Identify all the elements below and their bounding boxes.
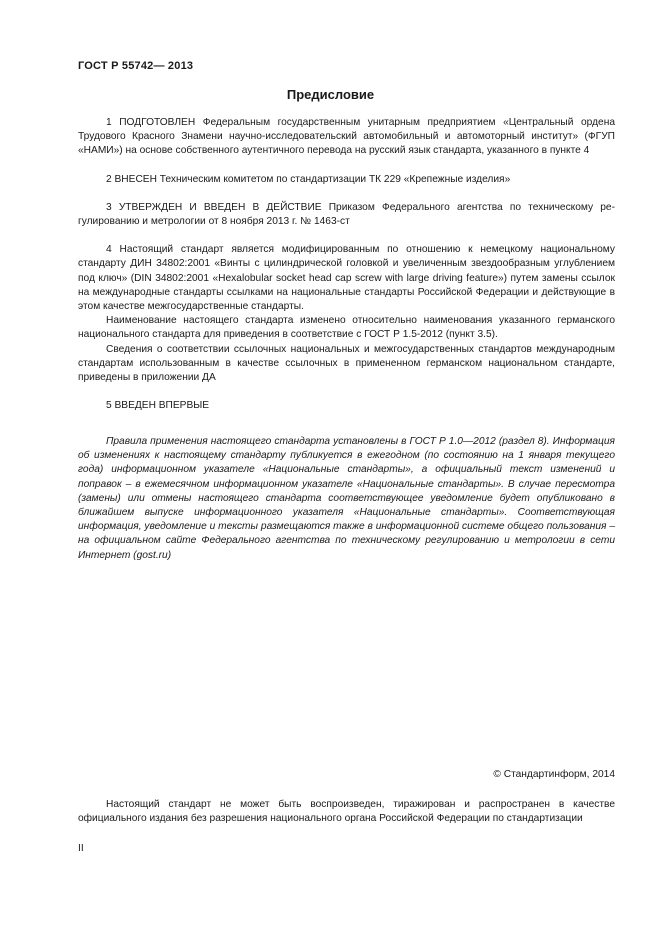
reproduction-notice: Настоящий стандарт не может быть воспроизведен, тиражирован и распространен в качестве официального издания без разрешения национального органа Российской Федерации по стандартизации [78, 799, 615, 825]
copyright: © Стандартинформ, 2014 [493, 769, 615, 780]
application-rules-note: Правила применения настоящего стандарта установлены в ГОСТ Р 1.0—2012 (раздел 8). Информация об изменениях к настоящему стандарту публикуется в ежегодном (по состоянию на 1 января текущего года) информационном указателе «Национальные стандарты», а официальный текст изменений и поправок – в ежемесячном информационном указателе «Национальные стандарты». В случае пересмотра (замены) или отмены настоящего стандарта соответствующее уведомление будет опубликовано в ближайшем выпуске информационного указателя «Национальные стандарты». Соответствующая информация, уведомление и тексты размещаются также в информационной системе общего пользования – на официальном сайте Федерального агентства по техническому регулированию и метрологии в сети Интернет (gost.ru) [78, 436, 615, 561]
foreword-body [78, 116, 615, 413]
paragraph-references: Сведения о соответствии ссылочных национальных и межгосударственных стандартов международным стандартам использованным в качестве ссылочных в примененном германском национальном стандарте, приведены в приложении ДА [78, 343, 615, 384]
page-number: II [78, 843, 84, 854]
page-title: Предисловие [286, 87, 375, 102]
paragraph-name-change: Наименование настоящего стандарта изменено относительно наименования указанного германского национального стандарта для приведения в соответствие с ГОСТ Р 1.5-2012 (пункт 3.5). [78, 315, 615, 341]
paragraph-modified: 4 Настоящий стандарт является модифицированным по отношению к немецкому национальному стандарту ДИН 34802:2001 «Винты с цилиндрической головкой и увеличенным звездообразным углублением под ключ» (DIN 34802:2001 «Hexalobular socket head cap screw with large driving feature») путем замены ссылок на международные стандарты ссылками на национальные стандарты Российской Федерации и действующие в этом качестве межгосударственные стандарты. [78, 244, 615, 313]
document-id: ГОСТ Р 55742— 2013 [78, 60, 194, 72]
paragraph-submitted: 2 ВНЕСЕН Техническим комитетом по стандартизации ТК 229 «Крепежные изделия» [106, 173, 511, 185]
paragraph-first-introduced: 5 ВВЕДЕН ВПЕРВЫЕ [106, 400, 210, 412]
paragraph-approved: 3 УТВЕРЖДЕН И ВВЕДЕН В ДЕЙСТВИЕ Приказом Федерального агентства по техническому регулированию и метрологии от 8 ноября 2013 г. № 1463-ст [78, 201, 615, 228]
paragraph-prepared: 1 ПОДГОТОВЛЕН Федеральным государственным унитарным предприятием «Центральный ордена Трудового Красного Знамени научно-исследовательский автомобильный и автомоторный институт» (ФГУП «НАМИ») на основе собственного аутентичного перевода на русский язык стандарта, указанного в пункте 4 [78, 117, 615, 157]
